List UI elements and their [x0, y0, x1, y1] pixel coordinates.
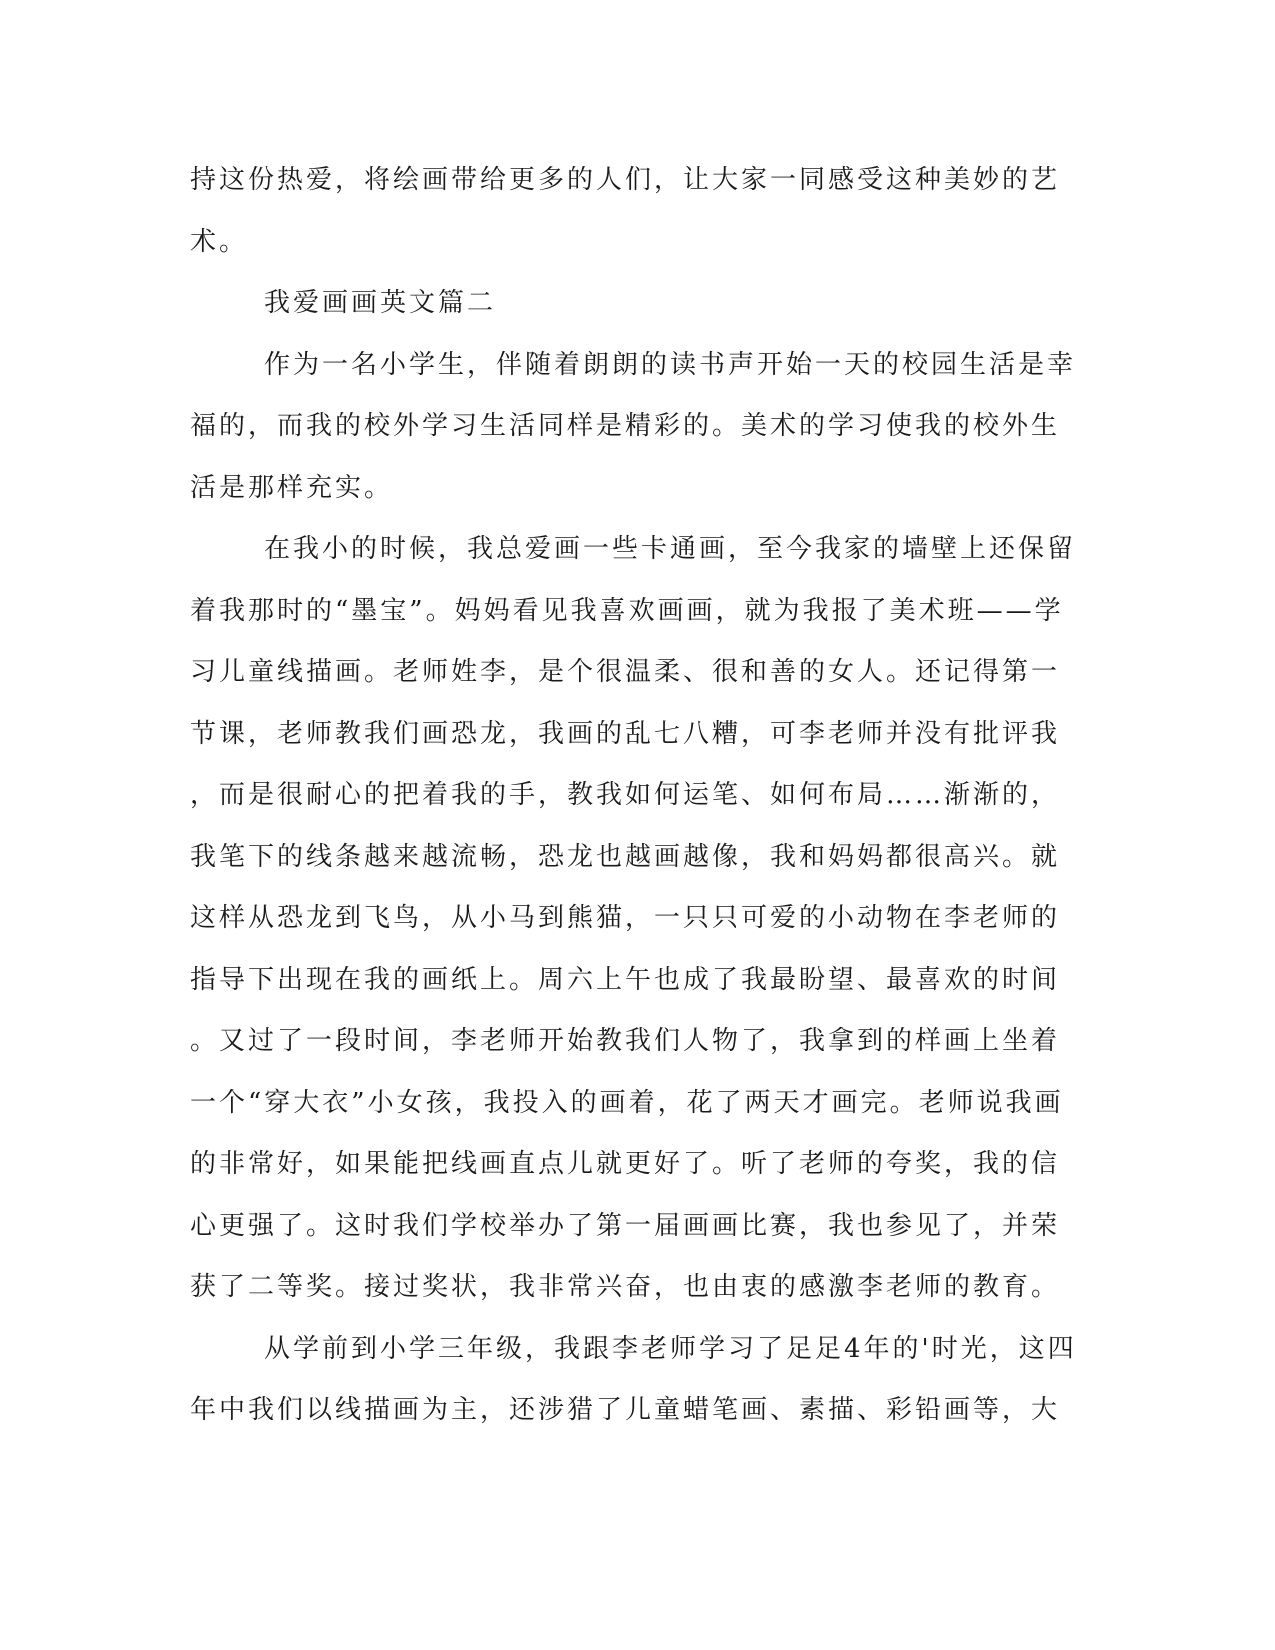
text-line: 的非常好，如果能把线画直点儿就更好了。听了老师的夸奖，我的信	[190, 1149, 1061, 1179]
text-line: 获了二等奖。接过奖状，我非常兴奋，也由衷的感激李老师的教育。	[190, 1272, 1061, 1302]
text-line: 作为一名小学生，伴随着朗朗的读书声开始一天的校园生活是幸	[264, 349, 1077, 380]
text-line: 年中我们以线描画为主，还涉猎了儿童蜡笔画、素描、彩铅画等，大	[190, 1395, 1061, 1425]
text-line: ，而是很耐心的把着我的手，教我如何运笔、如何布局……渐渐的，	[190, 780, 1061, 810]
text-line: 着我那时的“墨宝”。妈妈看见我喜欢画画，就为我报了美术班——学	[190, 595, 1064, 626]
text-line: 心更强了。这时我们学校举办了第一届画画比赛，我也参见了，并荣	[190, 1210, 1061, 1241]
text-line: 指导下出现在我的画纸上。周六上午也成了我最盼望、最喜欢的时间	[190, 964, 1061, 995]
text-line: 持这份热爱，将绘画带给更多的人们，让大家一同感受这种美妙的艺	[190, 165, 1061, 195]
section-heading: 我爱画画英文篇二	[264, 288, 497, 318]
document-body	[190, 150, 1090, 1442]
text-line: 这样从恐龙到飞鸟，从小马到熊猫，一只只可爱的小动物在李老师的	[190, 903, 1061, 933]
text-line: 福的，而我的校外学习生活同样是精彩的。美术的学习使我的校外生	[190, 411, 1061, 441]
text-line: 我笔下的线条越来越流畅，恐龙也越画越像，我和妈妈都很高兴。就	[190, 841, 1061, 872]
text-line: 在我小的时候，我总爱画一些卡通画，至今我家的墙壁上还保留	[264, 534, 1077, 564]
text-line: 一个“穿大衣”小女孩，我投入的画着，花了两天才画完。老师说我画	[190, 1087, 1064, 1118]
text-line: 活是那样充实。	[190, 472, 394, 503]
text-line: 从学前到小学三年级，我跟李老师学习了足足4年的'时光，这四	[264, 1333, 1077, 1364]
text-line: 术。	[190, 226, 249, 257]
text-line: 。又过了一段时间，李老师开始教我们人物了，我拿到的样画上坐着	[190, 1026, 1061, 1056]
text-line: 习儿童线描画。老师姓李，是个很温柔、很和善的女人。还记得第一	[190, 657, 1061, 687]
text-line: 节课，老师教我们画恐龙，我画的乱七八糟，可李老师并没有批评我	[190, 718, 1061, 749]
